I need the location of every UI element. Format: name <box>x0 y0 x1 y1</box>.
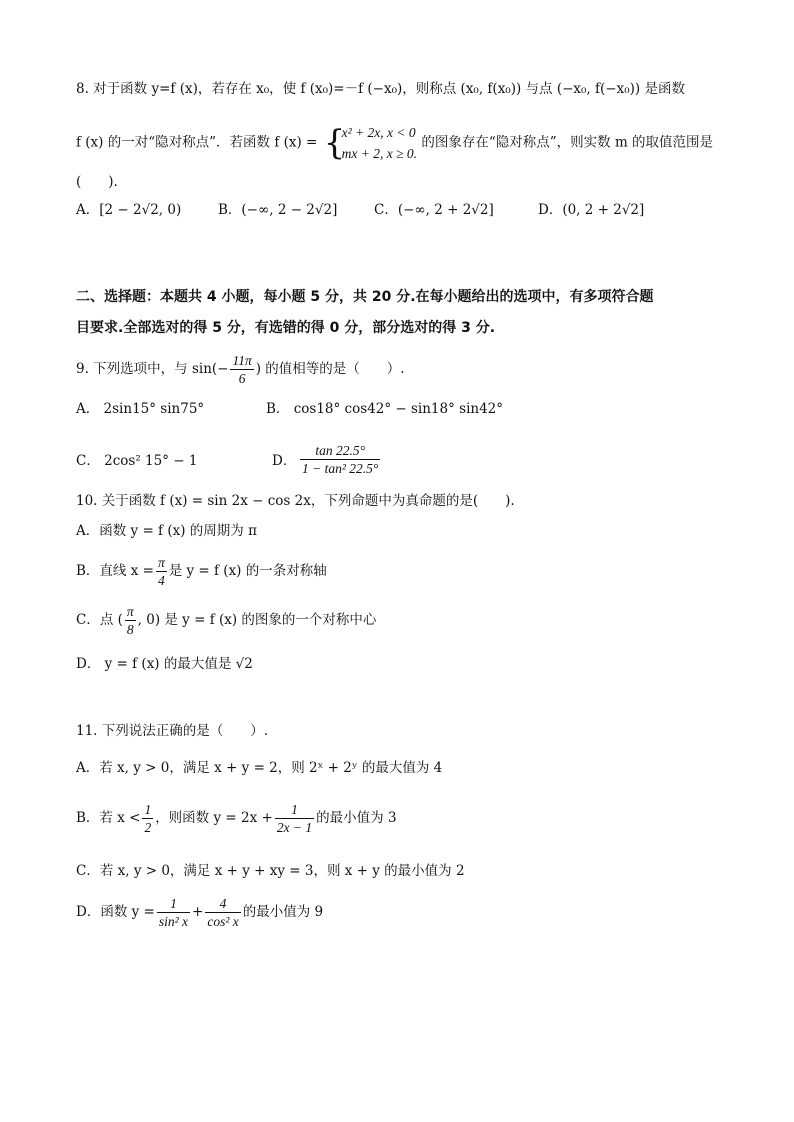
q10-option-c-den: 8 <box>126 622 134 637</box>
q11-stem: 11. 下列说法正确的是（ ）. <box>76 723 269 739</box>
q9-option-d-fraction <box>300 442 380 477</box>
q11-option-d-den1: sin² x <box>158 914 189 929</box>
q11-option-d-pre: D．函数 y = <box>76 904 155 920</box>
q9-frac-num: 11π <box>232 353 252 368</box>
q8-piecewise <box>334 122 417 164</box>
q11-option-b-den1: 2 <box>144 820 152 835</box>
q10-option-c-fraction <box>125 603 136 638</box>
q10-option-c-num: π <box>126 604 134 619</box>
q10-option-c-pre: C．点 ( <box>76 612 123 628</box>
q10-option-b-pre: B．直线 x = <box>76 563 154 579</box>
q8-piece-top: { x² + 2x, x < 0 <box>341 125 416 140</box>
q11-option-b-mid: ，则函数 y = 2x + <box>155 810 273 826</box>
section2-title-line1: 二、选择题：本题共 4 小题，每小题 5 分，共 20 分.在每小题给出的选项中，有多项符合题 <box>76 289 654 305</box>
q8-line2-pre: f (x) 的一对“隐对称点”．若函数 f (x) = <box>76 134 318 151</box>
q8-option-b: B．(−∞, 2 − 2√2] <box>218 202 338 218</box>
q9-option-d-den: 1 − tan² 22.5° <box>302 461 379 476</box>
q11-option-d-fraction2 <box>205 895 240 930</box>
q10-option-b-fraction <box>156 554 167 589</box>
q9-stem-post: ) 的值相等的是（ ）. <box>255 361 405 377</box>
q11-option-b-fraction1 <box>142 801 153 836</box>
q8-option-a: A．[2 − 2√2, 0) <box>76 202 182 218</box>
q11-option-d-den2: cos² x <box>207 914 239 929</box>
q11-option-d-num1: 1 <box>157 895 190 913</box>
q10-stem: 10. 关于函数 f (x) = sin 2x − cos 2x，下列命题中为真命题的是( ). <box>76 493 515 509</box>
q9-stem <box>76 350 734 390</box>
q11-option-b-post: 的最小值为 3 <box>316 810 397 826</box>
q8-piece-bottom: mx + 2, x ≥ 0. <box>341 146 418 161</box>
q9-option-d-label: D． <box>272 453 297 469</box>
q9-options-cd <box>76 442 734 482</box>
q8-option-c: C．(−∞, 2 + 2√2] <box>374 202 494 218</box>
q11-option-c: C．若 x, y > 0，满足 x + y + xy = 3，则 x + y 的最小值为 2 <box>76 863 465 879</box>
q11-option-d-num2: 4 <box>205 895 240 913</box>
q10-option-b <box>76 552 734 592</box>
section2-title-line2: 目要求.全部选对的得 5 分，有选错的得 0 分，部分选对的得 3 分. <box>76 320 496 336</box>
q11-option-b-num2: 1 <box>275 801 314 819</box>
q10-option-b-post: 是 y = f (x) 的一条对称轴 <box>168 563 327 579</box>
q10-option-d: D． y = f (x) 的最大值是 √2 <box>76 656 253 672</box>
q11-option-b-pre: B．若 x < <box>76 810 141 826</box>
q8-line2-post: 的图象存在“隐对称点”，则实数 m 的取值范围是 <box>421 134 714 151</box>
q11-option-b-num1: 1 <box>144 802 152 817</box>
q11-option-d-plus: + <box>192 904 204 920</box>
q10-option-b-den: 4 <box>157 573 165 588</box>
q11-option-a: A．若 x, y > 0，满足 x + y = 2，则 2ˣ + 2ʸ 的最大值为 4 <box>76 760 443 776</box>
q8-option-d: D．(0, 2 + 2√2] <box>538 202 645 218</box>
q11-option-d-post: 的最小值为 9 <box>242 904 324 920</box>
q8-line1: 8. 对于函数 y=f (x)，若存在 x₀，使 f (x₀)=－f (−x₀)，则称点 (x₀, f(x₀)) 与点 (−x₀, f(−x₀)) 是函数 <box>76 81 685 97</box>
q10-option-a: A．函数 y = f (x) 的周期为 π <box>76 523 257 539</box>
q9-fraction <box>230 352 253 387</box>
q11-option-b-fraction2 <box>275 801 314 836</box>
q11-option-d-fraction1 <box>157 895 190 930</box>
q9-option-b: B． cos18° cos42° − sin18° sin42° <box>266 401 504 417</box>
q11-option-b <box>76 799 734 839</box>
q9-frac-den: 6 <box>238 371 246 386</box>
q10-option-c-post: , 0) 是 y = f (x) 的图象的一个对称中心 <box>137 612 377 628</box>
q10-option-b-num: π <box>157 555 165 570</box>
q11-option-b-den2: 2x − 1 <box>276 820 313 835</box>
q8-line3: ( ). <box>76 174 118 190</box>
q8-line2 <box>76 122 734 164</box>
q9-option-d-num: tan 22.5° <box>300 442 380 460</box>
q9-option-c: C． 2cos² 15° − 1 <box>76 453 198 469</box>
q11-option-d <box>76 893 734 933</box>
q9-stem-pre: 9. 下列选项中，与 sin(− <box>76 361 229 377</box>
q9-option-a: A． 2sin15° sin75° <box>76 401 205 417</box>
q10-option-c <box>76 601 734 641</box>
